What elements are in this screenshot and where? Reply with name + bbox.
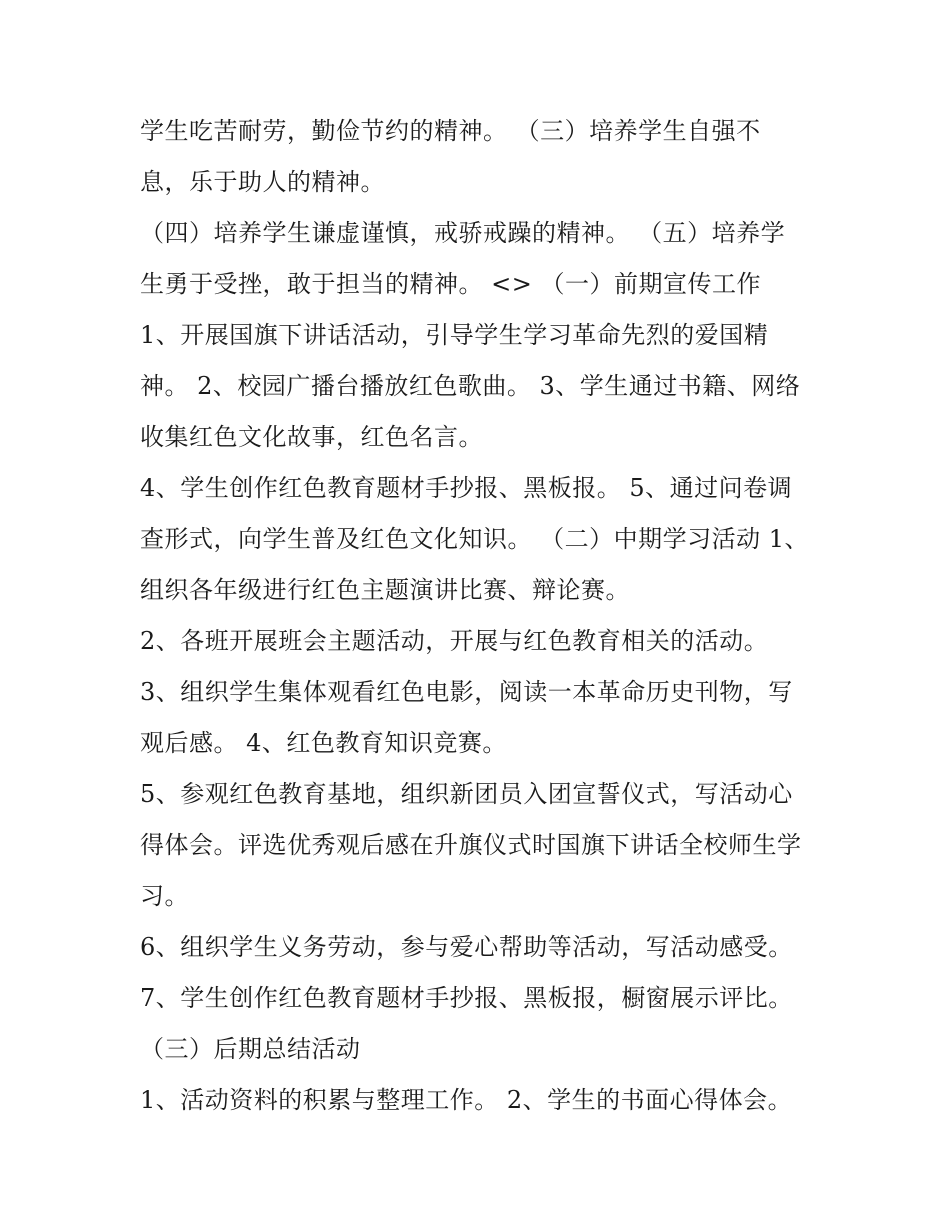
text-line: 查形式，向学生普及红色文化知识。 （二）中期学习活动 1、 — [140, 525, 810, 553]
text-line: 2、各班开展班会主题活动，开展与红色教育相关的活动。 — [140, 627, 769, 655]
text-line: 学生吃苦耐劳，勤俭节约的精神。 （三）培养学生自强不 — [140, 117, 761, 145]
text-line: 1、活动资料的积累与整理工作。 2、学生的书面心得体会。 — [140, 1086, 793, 1114]
text-line: 息，乐于助人的精神。 — [140, 168, 385, 196]
text-line: 观后感。 4、红色教育知识竞赛。 — [140, 729, 507, 757]
text-line: 7、学生创作红色教育题材手抄报、黑板报，橱窗展示评比。 — [140, 984, 793, 1012]
text-line: 生勇于受挫，敢于担当的精神。 <> （一）前期宣传工作 — [140, 270, 761, 298]
text-line: 3、组织学生集体观看红色电影，阅读一本革命历史刊物，写 — [140, 678, 793, 706]
text-line: 收集红色文化故事，红色名言。 — [140, 423, 483, 451]
text-line: 4、学生创作红色教育题材手抄报、黑板报。 5、通过问卷调 — [140, 474, 793, 502]
text-line: 5、参观红色教育基地，组织新团员入团宣誓仪式，写活动心 — [140, 780, 793, 808]
text-line: （三）后期总结活动 — [140, 1035, 361, 1063]
document-body — [140, 106, 840, 1126]
text-line: （四）培养学生谦虚谨慎，戒骄戒躁的精神。 （五）培养学 — [140, 219, 786, 247]
text-line: 神。 2、校园广播台播放红色歌曲。 3、学生通过书籍、网络 — [140, 372, 801, 400]
text-line: 得体会。评选优秀观后感在升旗仪式时国旗下讲话全校师生学 — [140, 831, 802, 859]
text-line: 6、组织学生义务劳动，参与爱心帮助等活动，写活动感受。 — [140, 933, 793, 961]
text-line: 1、开展国旗下讲话活动，引导学生学习革命先烈的爱国精 — [140, 321, 769, 349]
text-line: 习。 — [140, 882, 189, 910]
text-line: 组织各年级进行红色主题演讲比赛、辩论赛。 — [140, 576, 630, 604]
